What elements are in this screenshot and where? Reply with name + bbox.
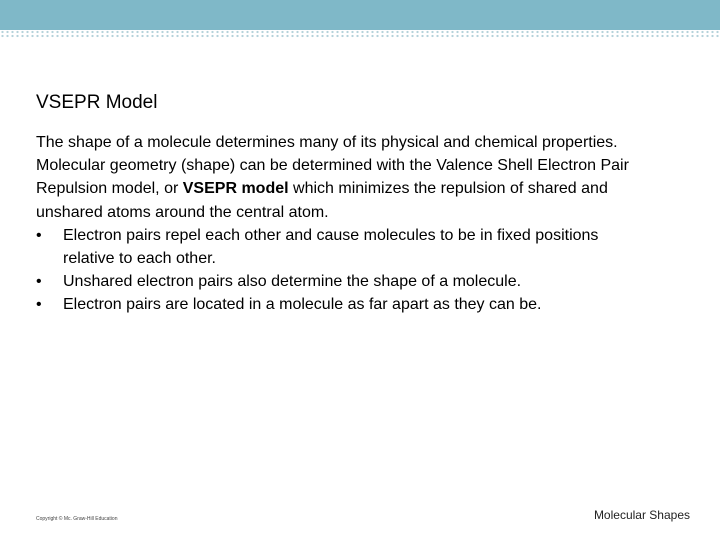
bullet-text: Unshared electron pairs also determine the shape of a molecule.	[63, 273, 522, 291]
slide-body	[36, 131, 636, 317]
intro-paragraph	[36, 131, 636, 224]
bullet-marker: •	[36, 296, 42, 314]
bullet-marker: •	[36, 226, 42, 244]
footer-topic-label: Molecular Shapes	[593, 508, 690, 522]
slide-title: VSEPR Model	[36, 92, 158, 113]
copyright-notice: Copyright © Mc. Graw-Hill Education	[36, 516, 118, 522]
vsepr-emphasis: VSEPR model	[182, 180, 289, 198]
bullet-text: Electron pairs are located in a molecule as far apart as they can be.	[63, 296, 542, 314]
bullet-item	[36, 224, 636, 270]
bullet-item	[36, 293, 636, 316]
bullet-list	[36, 224, 636, 317]
bullet-marker: •	[36, 273, 42, 291]
top-color-band	[0, 0, 720, 30]
dotted-decoration-strip	[0, 30, 720, 38]
intro-text: The shape of a molecule determines many of its physical and chemical properties. Molecular geometry (shape) can be determined with the Valence Shell Electron Pair Repulsion model, or	[36, 134, 629, 198]
bullet-text: Electron pairs repel each other and cause molecules to be in fixed positions relative to each other.	[63, 226, 599, 268]
intro-text-end: which minimizes the repulsion of shared and unshared atoms around the central atom.	[36, 180, 608, 221]
bullet-item	[36, 270, 636, 293]
